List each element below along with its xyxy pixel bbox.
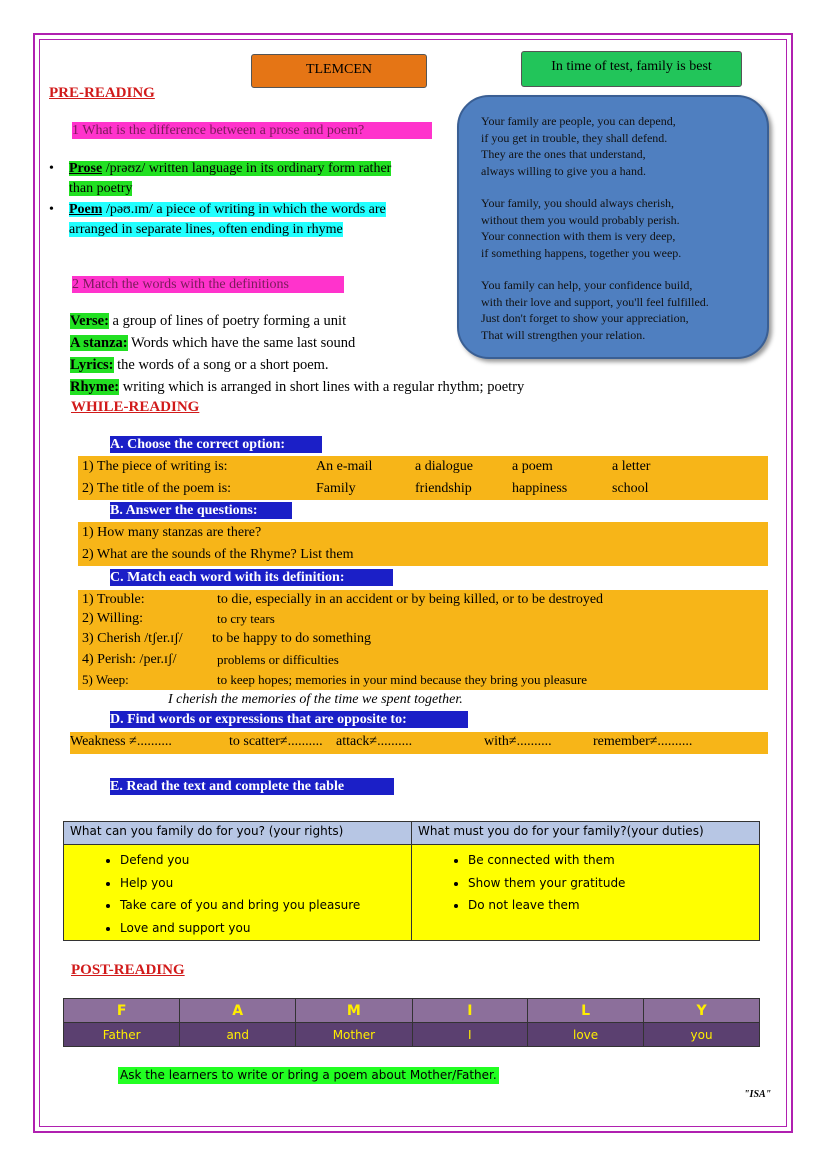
question-1: 1 What is the difference between a prose and poem? bbox=[72, 122, 432, 139]
acrostic-word: love bbox=[528, 1023, 644, 1047]
acrostic-letter: F bbox=[64, 999, 180, 1023]
prose-definition bbox=[49, 159, 459, 199]
poem-line: with their love and support, you'll feel fulfilled. bbox=[481, 294, 709, 309]
definition-lyrics: Lyrics: the words of a song or a short poem. bbox=[70, 357, 329, 373]
poem-line: if you get in trouble, they shall defend. bbox=[481, 130, 668, 145]
bullet-icon: • bbox=[49, 161, 54, 176]
match-row: 5) Weep: to keep hopes; memories in your mind because they bring you pleasure bbox=[82, 672, 588, 687]
poem-line: always willing to give you a hand. bbox=[481, 163, 646, 178]
poem-line: Your family are people, you can depend, bbox=[481, 114, 676, 128]
section-b-questions bbox=[78, 522, 768, 566]
duties-cell bbox=[412, 845, 760, 941]
bullet-icon: • bbox=[49, 202, 54, 217]
option-row-2: 2) The title of the poem is: Family friendship happiness school bbox=[78, 478, 768, 500]
opposite-item: attack≠.......... bbox=[336, 734, 413, 749]
pre-reading-heading: PRE-READING bbox=[49, 85, 155, 101]
acrostic-word: and bbox=[180, 1023, 296, 1047]
list-item: • Help you bbox=[120, 872, 411, 895]
list-item: • Take care of you and bring you pleasure bbox=[120, 894, 411, 917]
motto-text: In time of test, family is best bbox=[551, 59, 712, 74]
poem-definition bbox=[49, 200, 459, 240]
opposite-item: Weakness ≠.......... bbox=[70, 734, 172, 749]
option-row-1: 1) The piece of writing is: An e-mail a dialogue a poem a letter bbox=[78, 456, 768, 478]
poem-line: without them you would probably perish. bbox=[481, 212, 680, 227]
prose-def: /prəʊz/ written language in its ordinary form rather bbox=[102, 161, 392, 176]
option: school bbox=[612, 481, 649, 496]
list-item: • Defend you bbox=[120, 849, 411, 872]
section-d-opposites bbox=[70, 732, 768, 754]
list-item: • Be connected with them bbox=[468, 849, 759, 872]
poem-line: Your connection with them is very deep, bbox=[481, 229, 676, 243]
poem-stanza bbox=[481, 113, 767, 179]
poem-line: Your family, you should always cherish, bbox=[481, 196, 674, 210]
acrostic-letter: M bbox=[296, 999, 412, 1023]
post-reading-heading: POST-READING bbox=[71, 962, 185, 978]
definitions-list bbox=[70, 310, 630, 398]
poem-def-2: arranged in separate lines, often ending in rhyme bbox=[69, 222, 343, 237]
definition-verse: Verse: a group of lines of poetry forming a unit bbox=[70, 313, 347, 329]
section-c-match bbox=[78, 590, 768, 690]
poem-line: Just don't forget to show your appreciation, bbox=[481, 311, 689, 325]
acrostic-word: you bbox=[644, 1023, 760, 1047]
opposite-item: remember≠.......... bbox=[593, 734, 693, 749]
acrostic-word: I bbox=[412, 1023, 528, 1047]
section-c-title: C. Match each word with its definition: bbox=[110, 569, 393, 586]
acrostic-letter: A bbox=[180, 999, 296, 1023]
while-reading-heading: WHILE-READING bbox=[71, 399, 200, 415]
definition-rhyme: Rhyme: writing which is arranged in short lines with a regular rhythm; poetry bbox=[70, 379, 525, 395]
motto-box bbox=[521, 51, 742, 87]
question-2: 2 Match the words with the definitions bbox=[72, 276, 344, 293]
option: Family bbox=[316, 481, 356, 496]
definition-stanza: A stanza: Words which have the same last sound bbox=[70, 335, 356, 351]
cherish-example: I cherish the memories of the time we spent together. bbox=[168, 692, 463, 707]
rights-cell bbox=[64, 845, 412, 941]
option: a dialogue bbox=[415, 459, 473, 474]
section-a-options bbox=[78, 456, 768, 500]
list-item: • Love and support you bbox=[120, 917, 411, 940]
title-text: TLEMCEN bbox=[305, 62, 373, 77]
section-b-title: B. Answer the questions: bbox=[110, 502, 292, 519]
acrostic-word: Mother bbox=[296, 1023, 412, 1047]
poem-term: Poem bbox=[69, 202, 103, 217]
acrostic-word: Father bbox=[64, 1023, 180, 1047]
match-row: 3) Cherish /tʃer.ɪʃ/ to be happy to do something bbox=[82, 631, 372, 646]
option: An e-mail bbox=[316, 459, 373, 474]
rights-header: What can you family do for you? (your rights) bbox=[64, 822, 412, 845]
title-box bbox=[251, 54, 427, 88]
acrostic-letter: I bbox=[412, 999, 528, 1023]
poem-line: They are the ones that understand, bbox=[481, 147, 646, 161]
match-row: 2) Willing: to cry tears bbox=[82, 611, 275, 626]
opposite-item: to scatter≠.......... bbox=[229, 734, 323, 749]
opposite-item: with≠.......... bbox=[484, 734, 552, 749]
option: happiness bbox=[512, 481, 568, 496]
section-d-title: D. Find words or expressions that are opposite to: bbox=[110, 711, 468, 728]
section-e-title: E. Read the text and complete the table bbox=[110, 778, 394, 795]
list-item: • Do not leave them bbox=[468, 894, 759, 917]
acrostic-letter: L bbox=[528, 999, 644, 1023]
option: a letter bbox=[612, 459, 651, 474]
option: friendship bbox=[415, 481, 472, 496]
poem-line: if something happens, together you weep. bbox=[481, 245, 682, 260]
poem-text bbox=[459, 97, 767, 343]
question-b1: 1) How many stanzas are there? bbox=[82, 525, 262, 540]
signature: "ISA" bbox=[744, 1089, 772, 1100]
poem-line: That will strengthen your relation. bbox=[481, 327, 646, 342]
rights-duties-table bbox=[63, 821, 760, 941]
poem-stanza bbox=[481, 195, 767, 261]
acrostic-letter: Y bbox=[644, 999, 760, 1023]
post-reading-task: Ask the learners to write or bring a poem about Mother/Father. bbox=[120, 1068, 497, 1082]
option: a poem bbox=[512, 459, 553, 474]
section-a-title: A. Choose the correct option: bbox=[110, 436, 322, 453]
family-acrostic-table bbox=[63, 998, 760, 1047]
match-row: 1) Trouble: to die, especially in an accident or by being killed, or to be destroyed bbox=[82, 592, 604, 607]
poem-line: You family can help, your confidence build, bbox=[481, 278, 693, 292]
match-row: 4) Perish: /per.ɪʃ/ problems or difficulties bbox=[82, 652, 339, 667]
prose-def-2: than poetry bbox=[69, 181, 133, 196]
prose-term: Prose bbox=[69, 161, 103, 176]
duties-header: What must you do for your family?(your duties) bbox=[412, 822, 760, 845]
question-b2: 2) What are the sounds of the Rhyme? List them bbox=[82, 547, 354, 562]
list-item: • Show them your gratitude bbox=[468, 872, 759, 895]
poem-def: /pəʊ.ɪm/ a piece of writing in which the words are bbox=[102, 202, 386, 217]
